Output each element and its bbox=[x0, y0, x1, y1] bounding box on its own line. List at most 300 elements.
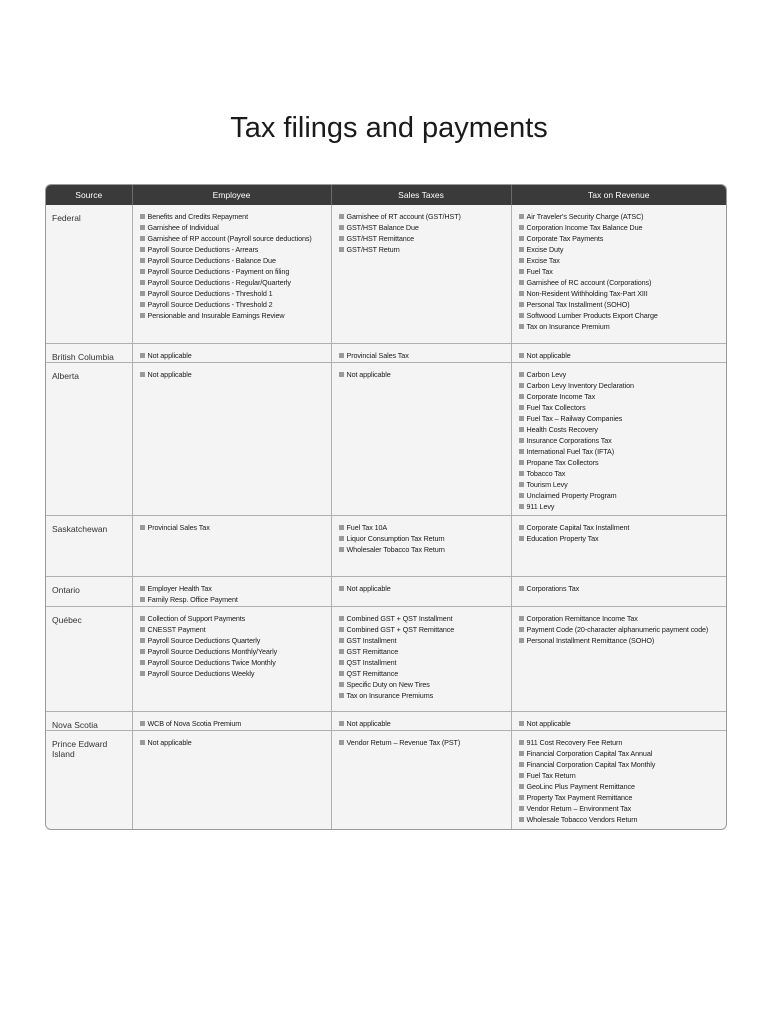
list-item bbox=[519, 748, 727, 759]
list-item bbox=[519, 501, 727, 512]
bullet-square-icon bbox=[519, 504, 524, 509]
sales-list bbox=[332, 731, 511, 748]
bullet-square-icon bbox=[140, 586, 145, 591]
list-item-text: International Fuel Tax (IFTA) bbox=[526, 446, 615, 456]
list-item bbox=[519, 803, 727, 814]
list-item-text: Tax on Insurance Premiums bbox=[346, 690, 434, 700]
list-item-text: Combined GST + QST Remittance bbox=[346, 624, 455, 634]
bullet-square-icon bbox=[339, 247, 344, 252]
sales-list bbox=[332, 607, 511, 701]
bullet-square-icon bbox=[140, 721, 145, 726]
list-item-text: GST Remittance bbox=[346, 646, 399, 656]
header-sales-taxes: Sales Taxes bbox=[331, 185, 511, 205]
bullet-square-icon bbox=[140, 269, 145, 274]
list-item bbox=[519, 222, 727, 233]
list-item bbox=[519, 255, 727, 266]
list-item-text: Specific Duty on New Tires bbox=[346, 679, 430, 689]
list-item-text: Payroll Source Deductions - Arrears bbox=[147, 245, 259, 254]
list-item-text: Collection of Support Payments bbox=[147, 613, 246, 623]
list-item bbox=[519, 424, 727, 435]
list-item bbox=[339, 679, 511, 690]
list-item-text: Financial Corporation Capital Tax Monthly bbox=[526, 759, 656, 769]
header-row bbox=[46, 185, 726, 205]
list-item-text: Not applicable bbox=[346, 369, 391, 379]
bullet-square-icon bbox=[519, 638, 524, 643]
list-item-text: Payroll Source Deductions Quarterly bbox=[147, 635, 261, 645]
bullet-square-icon bbox=[519, 740, 524, 745]
list-item-text: Excise Tax bbox=[526, 256, 560, 265]
source-cell: Québec bbox=[46, 606, 132, 711]
revenue-cell bbox=[511, 515, 726, 576]
list-item-text: GST/HST Remittance bbox=[346, 234, 415, 243]
list-item bbox=[140, 288, 331, 299]
bullet-square-icon bbox=[519, 460, 524, 465]
list-item bbox=[519, 759, 727, 770]
list-item bbox=[140, 594, 331, 605]
list-item bbox=[140, 646, 331, 657]
list-item bbox=[339, 690, 511, 701]
list-item-text: Tax on Insurance Premium bbox=[526, 322, 610, 331]
list-item bbox=[519, 350, 727, 361]
list-item bbox=[339, 244, 511, 255]
bullet-square-icon bbox=[519, 795, 524, 800]
list-item-text: Financial Corporation Capital Tax Annual bbox=[526, 748, 653, 758]
list-item bbox=[339, 522, 511, 533]
bullet-square-icon bbox=[339, 536, 344, 541]
revenue-cell bbox=[511, 205, 726, 343]
sales-cell bbox=[331, 730, 511, 829]
source-cell: Alberta bbox=[46, 362, 132, 515]
list-item-text: Education Property Tax bbox=[526, 533, 599, 543]
list-item bbox=[519, 624, 727, 635]
bullet-square-icon bbox=[140, 291, 145, 296]
sales-list bbox=[332, 577, 511, 594]
revenue-list bbox=[512, 205, 727, 332]
list-item bbox=[519, 781, 727, 792]
list-item-text: Payroll Source Deductions - Threshold 2 bbox=[147, 300, 273, 309]
bullet-square-icon bbox=[339, 214, 344, 219]
list-item-text: Insurance Corporations Tax bbox=[526, 435, 612, 445]
list-item-text: Softwood Lumber Products Export Charge bbox=[526, 311, 658, 320]
header-tax-on-revenue: Tax on Revenue bbox=[511, 185, 726, 205]
bullet-square-icon bbox=[339, 627, 344, 632]
employee-cell bbox=[132, 711, 331, 730]
table-row bbox=[46, 711, 726, 730]
employee-cell bbox=[132, 362, 331, 515]
bullet-square-icon bbox=[519, 236, 524, 241]
list-item bbox=[339, 646, 511, 657]
list-item bbox=[140, 211, 331, 222]
list-item-text: Not applicable bbox=[526, 718, 571, 728]
list-item bbox=[140, 613, 331, 624]
list-item-text: Tobacco Tax bbox=[526, 468, 566, 478]
list-item-text: Garnishee of RP account (Payroll source deductions) bbox=[147, 234, 312, 243]
employee-list bbox=[133, 607, 331, 679]
list-item bbox=[519, 446, 727, 457]
employee-list bbox=[133, 731, 331, 748]
list-item-text: Payment Code (20-character alphanumeric payment code) bbox=[526, 624, 709, 634]
list-item-text: Air Traveler's Security Charge (ATSC) bbox=[526, 212, 644, 221]
list-item bbox=[519, 321, 727, 332]
bullet-square-icon bbox=[339, 660, 344, 665]
bullet-square-icon bbox=[519, 372, 524, 377]
bullet-square-icon bbox=[140, 638, 145, 643]
list-item bbox=[339, 668, 511, 679]
list-item-text: Wholesale Tobacco Vendors Return bbox=[526, 814, 638, 824]
list-item bbox=[519, 792, 727, 803]
list-item-text: Fuel Tax Collectors bbox=[526, 402, 586, 412]
list-item bbox=[519, 533, 727, 544]
sales-list bbox=[332, 205, 511, 255]
list-item-text: Fuel Tax Return bbox=[526, 770, 576, 780]
list-item-text: Fuel Tax – Railway Companies bbox=[526, 413, 623, 423]
list-item bbox=[519, 244, 727, 255]
bullet-square-icon bbox=[339, 721, 344, 726]
revenue-cell bbox=[511, 576, 726, 606]
bullet-square-icon bbox=[519, 482, 524, 487]
list-item-text: Non-Resident Withholding Tax-Part XIII bbox=[526, 289, 648, 298]
revenue-cell bbox=[511, 343, 726, 362]
list-item-text: Excise Duty bbox=[526, 245, 564, 254]
list-item-text: CNESST Payment bbox=[147, 624, 206, 634]
bullet-square-icon bbox=[519, 721, 524, 726]
header-source: Source bbox=[46, 185, 132, 205]
list-item-text: Vendor Return – Environment Tax bbox=[526, 803, 632, 813]
list-item-text: 911 Cost Recovery Fee Return bbox=[526, 737, 623, 747]
bullet-square-icon bbox=[140, 247, 145, 252]
list-item bbox=[339, 211, 511, 222]
list-item-text: Garnishee of RC account (Corporations) bbox=[526, 278, 652, 287]
sales-cell bbox=[331, 362, 511, 515]
list-item bbox=[519, 380, 727, 391]
list-item-text: Payroll Source Deductions Weekly bbox=[147, 668, 255, 678]
source-cell: British Columbia bbox=[46, 343, 132, 362]
employee-cell bbox=[132, 205, 331, 343]
list-item bbox=[519, 277, 727, 288]
revenue-cell bbox=[511, 362, 726, 515]
source-cell: Ontario bbox=[46, 576, 132, 606]
bullet-square-icon bbox=[519, 324, 524, 329]
bullet-square-icon bbox=[519, 225, 524, 230]
list-item-text: Propane Tax Collectors bbox=[526, 457, 599, 467]
list-item bbox=[140, 244, 331, 255]
bullet-square-icon bbox=[519, 280, 524, 285]
bullet-square-icon bbox=[519, 269, 524, 274]
list-item bbox=[519, 770, 727, 781]
revenue-list bbox=[512, 731, 727, 825]
employee-list bbox=[133, 205, 331, 321]
sales-list bbox=[332, 712, 511, 729]
bullet-square-icon bbox=[519, 806, 524, 811]
list-item-text: Fuel Tax bbox=[526, 267, 553, 276]
revenue-list bbox=[512, 516, 727, 544]
list-item-text: Corporate Income Tax bbox=[526, 391, 596, 401]
list-item bbox=[339, 635, 511, 646]
list-item bbox=[519, 613, 727, 624]
list-item bbox=[140, 635, 331, 646]
list-item bbox=[519, 391, 727, 402]
list-item-text: Provincial Sales Tax bbox=[346, 350, 409, 360]
list-item-text: Combined GST + QST Installment bbox=[346, 613, 453, 623]
list-item-text: Payroll Source Deductions - Regular/Quarterly bbox=[147, 278, 291, 287]
list-item bbox=[140, 737, 331, 748]
revenue-cell bbox=[511, 730, 726, 829]
bullet-square-icon bbox=[140, 372, 145, 377]
list-item-text: GST Installment bbox=[346, 635, 397, 645]
bullet-square-icon bbox=[339, 616, 344, 621]
list-item bbox=[140, 350, 331, 361]
table-row bbox=[46, 343, 726, 362]
employee-cell bbox=[132, 606, 331, 711]
employee-list bbox=[133, 344, 331, 361]
bullet-square-icon bbox=[140, 525, 145, 530]
bullet-square-icon bbox=[519, 586, 524, 591]
list-item bbox=[140, 583, 331, 594]
revenue-cell bbox=[511, 606, 726, 711]
revenue-list bbox=[512, 363, 727, 512]
bullet-square-icon bbox=[140, 660, 145, 665]
list-item bbox=[519, 435, 727, 446]
list-item-text: Payroll Source Deductions - Payment on filing bbox=[147, 267, 290, 276]
bullet-square-icon bbox=[339, 353, 344, 358]
source-cell: Saskatchewan bbox=[46, 515, 132, 576]
bullet-square-icon bbox=[339, 586, 344, 591]
list-item bbox=[519, 369, 727, 380]
list-item-text: Carbon Levy bbox=[526, 369, 567, 379]
list-item bbox=[519, 479, 727, 490]
list-item-text: Garnishee of RT account (GST/HST) bbox=[346, 212, 461, 221]
list-item-text: Not applicable bbox=[147, 369, 192, 379]
employee-list bbox=[133, 577, 331, 605]
tax-table-grid bbox=[46, 185, 726, 829]
list-item bbox=[140, 369, 331, 380]
list-item-text: Benefits and Credits Repayment bbox=[147, 212, 248, 221]
list-item bbox=[519, 413, 727, 424]
list-item bbox=[339, 533, 511, 544]
list-item-text: GST/HST Return bbox=[346, 245, 400, 254]
bullet-square-icon bbox=[519, 817, 524, 822]
list-item-text: Corporations Tax bbox=[526, 583, 580, 593]
sales-cell bbox=[331, 576, 511, 606]
list-item bbox=[339, 718, 511, 729]
bullet-square-icon bbox=[519, 449, 524, 454]
sales-list bbox=[332, 344, 511, 361]
header-employee: Employee bbox=[132, 185, 331, 205]
bullet-square-icon bbox=[519, 258, 524, 263]
revenue-list bbox=[512, 712, 727, 729]
employee-cell bbox=[132, 343, 331, 362]
table-row bbox=[46, 606, 726, 711]
list-item bbox=[339, 737, 511, 748]
bullet-square-icon bbox=[140, 671, 145, 676]
bullet-square-icon bbox=[140, 280, 145, 285]
list-item bbox=[519, 266, 727, 277]
list-item-text: Corporate Capital Tax Installment bbox=[526, 522, 630, 532]
list-item bbox=[339, 350, 511, 361]
bullet-square-icon bbox=[519, 214, 524, 219]
bullet-square-icon bbox=[140, 313, 145, 318]
list-item-text: Fuel Tax 10A bbox=[346, 522, 388, 532]
sales-list bbox=[332, 363, 511, 380]
list-item-text: Not applicable bbox=[147, 350, 192, 360]
list-item bbox=[140, 266, 331, 277]
employee-cell bbox=[132, 515, 331, 576]
revenue-list bbox=[512, 577, 727, 594]
list-item-text: Provincial Sales Tax bbox=[147, 522, 210, 532]
list-item bbox=[519, 468, 727, 479]
bullet-square-icon bbox=[339, 372, 344, 377]
bullet-square-icon bbox=[140, 353, 145, 358]
bullet-square-icon bbox=[519, 438, 524, 443]
bullet-square-icon bbox=[140, 627, 145, 632]
employee-cell bbox=[132, 576, 331, 606]
bullet-square-icon bbox=[140, 597, 145, 602]
page-title: Tax filings and payments bbox=[230, 112, 548, 144]
bullet-square-icon bbox=[519, 616, 524, 621]
revenue-list bbox=[512, 344, 727, 361]
bullet-square-icon bbox=[339, 693, 344, 698]
bullet-square-icon bbox=[519, 784, 524, 789]
list-item-text: GeoLinc Plus Payment Remittance bbox=[526, 781, 635, 791]
list-item bbox=[140, 299, 331, 310]
bullet-square-icon bbox=[519, 416, 524, 421]
list-item bbox=[140, 522, 331, 533]
list-item bbox=[140, 718, 331, 729]
list-item bbox=[339, 369, 511, 380]
bullet-square-icon bbox=[140, 258, 145, 263]
list-item bbox=[519, 402, 727, 413]
list-item bbox=[519, 814, 727, 825]
list-item bbox=[339, 657, 511, 668]
sales-cell bbox=[331, 606, 511, 711]
source-cell: Federal bbox=[46, 205, 132, 343]
bullet-square-icon bbox=[140, 740, 145, 745]
list-item bbox=[519, 233, 727, 244]
list-item-text: WCB of Nova Scotia Premium bbox=[147, 718, 242, 728]
list-item-text: Payroll Source Deductions - Threshold 1 bbox=[147, 289, 273, 298]
list-item-text: Not applicable bbox=[147, 737, 192, 747]
list-item-text: Vendor Return – Revenue Tax (PST) bbox=[346, 737, 461, 747]
bullet-square-icon bbox=[339, 682, 344, 687]
list-item-text: Wholesaler Tobacco Tax Return bbox=[346, 544, 445, 554]
bullet-square-icon bbox=[519, 291, 524, 296]
list-item bbox=[140, 668, 331, 679]
table-row bbox=[46, 730, 726, 829]
list-item bbox=[519, 310, 727, 321]
list-item bbox=[339, 613, 511, 624]
sales-cell bbox=[331, 343, 511, 362]
table-row bbox=[46, 515, 726, 576]
bullet-square-icon bbox=[519, 525, 524, 530]
bullet-square-icon bbox=[140, 302, 145, 307]
sales-list bbox=[332, 516, 511, 555]
revenue-list bbox=[512, 607, 727, 646]
list-item-text: QST Installment bbox=[346, 657, 397, 667]
list-item-text: Personal Installment Remittance (SOHO) bbox=[526, 635, 655, 645]
bullet-square-icon bbox=[140, 616, 145, 621]
bullet-square-icon bbox=[519, 751, 524, 756]
table-row bbox=[46, 576, 726, 606]
bullet-square-icon bbox=[519, 247, 524, 252]
list-item bbox=[140, 222, 331, 233]
list-item-text: Payroll Source Deductions Twice Monthly bbox=[147, 657, 276, 667]
bullet-square-icon bbox=[339, 236, 344, 241]
source-cell: Prince Edward Island bbox=[46, 730, 132, 829]
table-row bbox=[46, 205, 726, 343]
list-item bbox=[140, 310, 331, 321]
sales-cell bbox=[331, 711, 511, 730]
list-item-text: Not applicable bbox=[526, 350, 571, 360]
list-item bbox=[140, 657, 331, 668]
list-item-text: GST/HST Balance Due bbox=[346, 223, 419, 232]
list-item bbox=[140, 277, 331, 288]
bullet-square-icon bbox=[519, 383, 524, 388]
list-item-text: Health Costs Recovery bbox=[526, 424, 598, 434]
revenue-cell bbox=[511, 711, 726, 730]
bullet-square-icon bbox=[140, 225, 145, 230]
bullet-square-icon bbox=[339, 671, 344, 676]
bullet-square-icon bbox=[519, 627, 524, 632]
list-item-text: Pensionable and Insurable Earnings Review bbox=[147, 311, 285, 320]
list-item-text: Payroll Source Deductions - Balance Due bbox=[147, 256, 276, 265]
list-item bbox=[519, 718, 727, 729]
list-item bbox=[519, 288, 727, 299]
employee-cell bbox=[132, 730, 331, 829]
bullet-square-icon bbox=[140, 649, 145, 654]
list-item bbox=[339, 233, 511, 244]
table-row bbox=[46, 362, 726, 515]
bullet-square-icon bbox=[339, 547, 344, 552]
source-cell: Nova Scotia bbox=[46, 711, 132, 730]
list-item bbox=[519, 522, 727, 533]
list-item-text: Not applicable bbox=[346, 583, 391, 593]
bullet-square-icon bbox=[519, 536, 524, 541]
sales-cell bbox=[331, 205, 511, 343]
list-item-text: Carbon Levy Inventory Declaration bbox=[526, 380, 634, 390]
list-item-text: Unclaimed Property Program bbox=[526, 490, 617, 500]
bullet-square-icon bbox=[519, 302, 524, 307]
employee-list bbox=[133, 712, 331, 729]
list-item bbox=[519, 211, 727, 222]
list-item-text: Not applicable bbox=[346, 718, 391, 728]
bullet-square-icon bbox=[339, 525, 344, 530]
bullet-square-icon bbox=[519, 353, 524, 358]
bullet-square-icon bbox=[339, 740, 344, 745]
list-item bbox=[519, 583, 727, 594]
list-item bbox=[140, 255, 331, 266]
bullet-square-icon bbox=[140, 214, 145, 219]
list-item-text: Corporate Tax Payments bbox=[526, 234, 604, 243]
list-item-text: Corporation Remittance Income Tax bbox=[526, 613, 638, 623]
list-item-text: Garnishee of Individual bbox=[147, 223, 219, 232]
list-item bbox=[519, 490, 727, 501]
list-item bbox=[519, 299, 727, 310]
list-item bbox=[339, 583, 511, 594]
list-item bbox=[519, 737, 727, 748]
bullet-square-icon bbox=[519, 405, 524, 410]
bullet-square-icon bbox=[339, 225, 344, 230]
bullet-square-icon bbox=[519, 427, 524, 432]
list-item-text: Property Tax Payment Remittance bbox=[526, 792, 633, 802]
list-item-text: QST Remittance bbox=[346, 668, 399, 678]
list-item-text: Personal Tax Installment (SOHO) bbox=[526, 300, 630, 309]
bullet-square-icon bbox=[519, 313, 524, 318]
list-item-text: Employer Health Tax bbox=[147, 583, 212, 593]
list-item-text: Liquor Consumption Tax Return bbox=[346, 533, 445, 543]
list-item-text: Payroll Source Deductions Monthly/Yearly bbox=[147, 646, 278, 656]
list-item bbox=[339, 544, 511, 555]
employee-list bbox=[133, 516, 331, 533]
